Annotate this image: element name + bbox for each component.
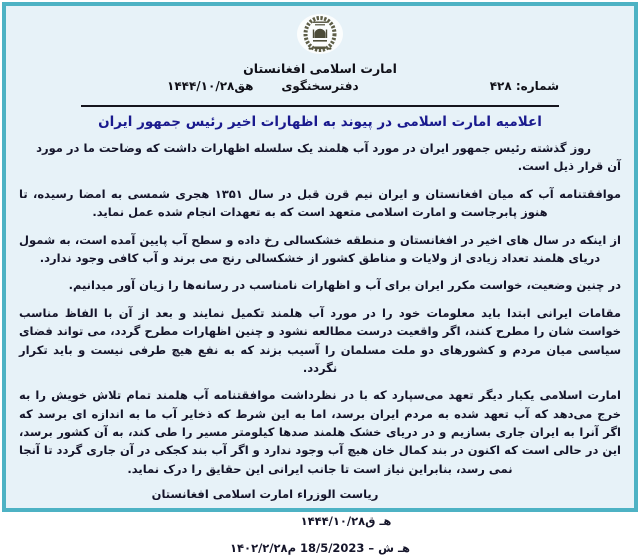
header-date: ۱۴۴۴/۱۰/۲۸هق xyxy=(167,79,254,93)
header-divider xyxy=(81,105,559,107)
body-paragraph: امارت اسلامی یکبار دیگر تعهد می‌سپارد که با در نظرداشت موافقتنامه آب هلمند تمام تلاش خویش را به خرج می‌دهد که آب تعهد شده به مردم ایران برسد، اما به این شرط که ذخایر آب ما به اندازه ای برسد که اگر آنرا به ایران جاری بسازیم و در دریای خشک هلمند صدها کیلومتر مسیر را طی کند، به آن کشور برسد، این در حالی است که اکنون در بند کمال خان هیچ آب وجود ندارد و اگر آب بند کجکی در آن جاری گردد تا آنجا نمی رسد، بنابراین نیاز است تا جانب ایرانی این حقایق را درک نماید. xyxy=(19,388,621,476)
body-paragraph: روز گذشته رئیس جمهور ایران در مورد آب هلمند یک سلسله اظهارات داشت که وضاحت ما در مورد آن قرار ذیل است. xyxy=(36,141,621,174)
footer-date-solar-gregorian-value: ۱۴۰۲/۲/۲۸هـ ش – 18/5/2023 م xyxy=(230,541,410,555)
document-number: شماره: ۴۲۸ xyxy=(489,79,559,93)
body-paragraph: مقامات ایرانی ابتدا باید معلومات خود را در مورد آب هلمند تکمیل نمایند و بعد از آن با الفاظ مناسب خواست شان را مطرح کنند، اگر واقعیت درست مطالعه نشود و چنین اظهارات مطرح گردد، می تواند فضای سیاسی میان مردم و کشورهای دو ملت مسلمان را آسیب بزند که به نفع هیچ طرفی نیست و باید تکرار نگردد. xyxy=(19,305,621,375)
header-meta-row xyxy=(19,79,621,96)
document-body xyxy=(19,139,621,478)
document-title: اعلامیه امارت اسلامی در پیوند به اظهارات اخیر رئیس جمهور ایران xyxy=(98,114,542,130)
org-name: امارت اسلامی افغانستان xyxy=(243,61,397,76)
office-name: دفترسخنگوی xyxy=(281,79,359,93)
body-paragraph: موافقتنامه آب که میان افغانستان و ایران نیم قرن قبل در سال ۱۳۵۱ هجری شمسی به امضا رسیده، تا هنوز پابرجاست و امارت اسلامی متعهد است که به تعهدات انجام شده عمل نماید. xyxy=(19,186,621,220)
footer-date-solar-gregorian xyxy=(19,541,621,555)
footer-date-hijri xyxy=(45,514,640,528)
body-paragraph: از اینکه در سال های اخیر در افغانستان و منطقه خشکسالی رخ داده و سطح آب پایین آمده است، به شمول دریای هلمند تعداد زیادی از ولایات و مناطق کشور از خشکسالی رنج می برند و آب کافی وجود ندارد. xyxy=(19,232,621,265)
footer-date-hijri-value: ۱۴۴۴/۱۰/۲۸هـ ق xyxy=(300,514,392,529)
document-paper xyxy=(2,2,638,555)
islamic-emirate-emblem-icon xyxy=(295,12,345,58)
emblem-container xyxy=(19,12,621,58)
signature-line: ریاست الوزراء امارت اسلامی افغانستان xyxy=(151,487,379,502)
body-paragraph: در چنین وضعیت، خواست مکرر ایران برای آب و اظهارات نامناسب در رسانه‌ها را زیان آور میدانیم. xyxy=(68,278,621,293)
